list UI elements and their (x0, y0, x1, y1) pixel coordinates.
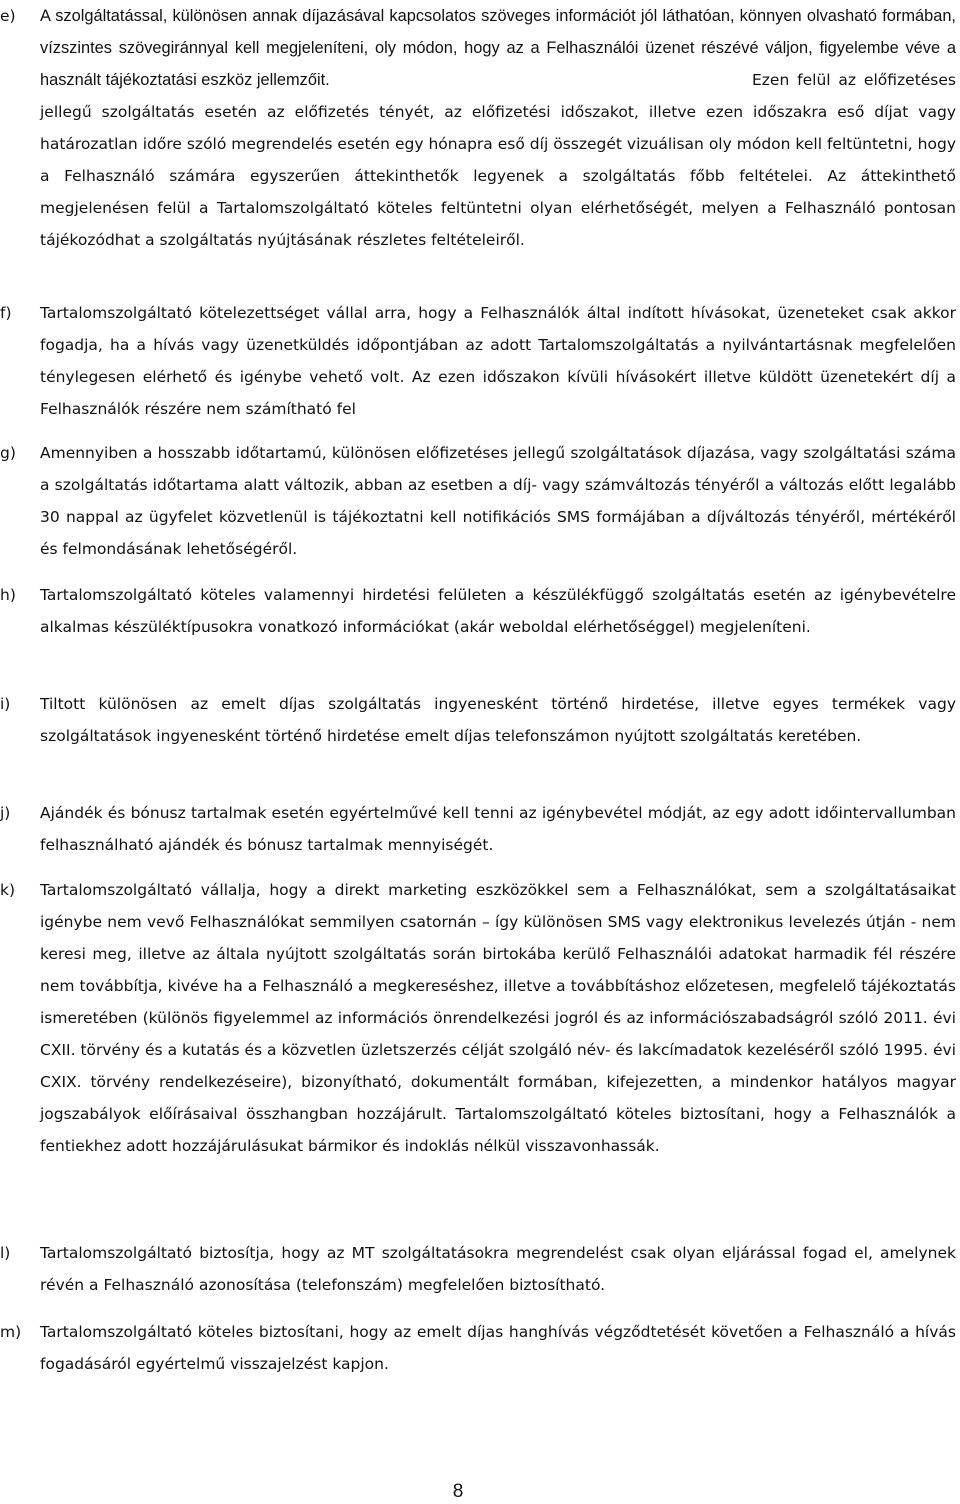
list-marker: k) (0, 881, 16, 899)
paragraph-text: Tartalomszolgáltató kötelezettséget vállal arra, hogy a Felhasználók által indított hívásokat, üzeneteket csak akkor fogadja, ha a hívás vagy üzenetküldés időpontjában az adott Tartalomszolgáltatás a nyilvántartásnak megfelelően ténylegesen elérhető és igénybe vehető volt. Az ezen időszakon kívüli hívásokért illetve küldött üzenetekért díj a Felhasználók részére nem számítható fel (40, 304, 956, 418)
list-marker: g) (0, 444, 16, 462)
paragraph-text: Tartalomszolgáltató biztosítja, hogy az MT szolgáltatásokra megrendelést csak olyan eljárással fogad el, amelynek révén a Felhasználó azonosítása (telefonszám) megfelelően biztosítható. (40, 1244, 956, 1294)
paragraph-text (40, 64, 956, 256)
page-number: 8 (452, 1481, 464, 1502)
paragraph-intro: A szolgáltatással, különösen annak díjazásával kapcsolatos szöveges információt jól láthatóan, könnyen olvasható formában, vízszintes szövegiránnyal kell megjeleníteni, oly módon, hogy az a Felhasználói üzenet részévé váljon, figyelembe véve a használt tájékoztatási eszköz jellemzőit. (40, 7, 956, 89)
paragraph-text: Ajándék és bónusz tartalmak esetén egyértelművé kell tenni az igénybevétel módját, az egy adott időintervallumban felhasználható ajándék és bónusz tartalmak mennyiségét. (40, 804, 956, 854)
paragraph-text: Tartalomszolgáltató köteles biztosítani, hogy az emelt díjas hanghívás végződtetését követően a Felhasználó a hívás fogadásáról egyértelmű visszajelzést kapjon. (40, 1323, 956, 1373)
paragraph-text: Tartalomszolgáltató vállalja, hogy a direkt marketing eszközökkel sem a Felhasználókat, sem a szolgáltatásaikat igénybe nem vevő Felhasználókat semmilyen csatornán – így különösen SMS vagy elektronikus levelezés útján - nem keresi meg, illetve az általa nyújtott szolgáltatás során birtokába kerülő Felhasználói adatokat harmadik fél részére nem továbbítja, kivéve ha a Felhasználó a megkereséshez, illetve a továbbításhoz előzetesen, megfelelő tájékoztatás ismeretében (különös figyelemmel az információs önrendelkezési jogról és az információszabadságról szóló 2011. évi CXII. törvény és a kutatás és a közvetlen üzletszerzés célját szolgáló név- és lakcímadatok kezeléséről szóló 1995. évi CXIX. törvény rendelkezéseire), bizonyítható, dokumentált formában, kifejezetten, a mindenkor hatályos magyar jogszabályok előírásaival összhangban hozzájárult. Tartalomszolgáltató köteles biztosítani, hogy a Felhasználók a fentiekhez adott hozzájárulásukat bármikor és indoklás nélkül visszavonhassák. (40, 881, 956, 1155)
list-marker: i) (0, 695, 11, 713)
paragraph-text: Amennyiben a hosszabb időtartamú, különösen előfizetéses jellegű szolgáltatások díjazása, vagy szolgáltatási száma a szolgáltatás időtartama alatt változik, abban az esetben a díj- vagy számváltozás tényéről a változás előtt legalább 30 nappal az ügyfelet közvetlenül is tájékoztatni kell notifikációs SMS formájában a díjváltozás tényéről, mértékéről és felmondásának lehetőségéről. (40, 444, 956, 558)
paragraph-text: Tartalomszolgáltató köteles valamennyi hirdetési felületen a készülékfüggő szolgáltatás esetén az igénybevételre alkalmas készüléktípusokra vonatkozó információkat (akár weboldal elérhetőséggel) megjeleníteni. (40, 586, 956, 636)
paragraph-text: Tiltott különösen az emelt díjas szolgáltatás ingyenesként történő hirdetése, illetve egyes termékek vagy szolgáltatások ingyenesként történő hirdetése emelt díjas telefonszámon nyújtott szolgáltatás keretében. (40, 695, 956, 745)
paragraph-continuation: Ezen felül az előfizetéses jellegű szolgáltatás esetén az előfizetés tényét, az előfizetési időszakot, illetve ezen időszakra eső díjat vagy határozatlan időre szóló megrendelés esetén egy hónapra eső díj összegét vizuálisan oly módon kell feltüntetni, hogy a Felhasználó számára egyszerűen áttekinthetők legyenek a szolgáltatás főbb feltételei. Az áttekinthető megjelenésen felül a Tartalomszolgáltató köteles feltüntetni olyan elérhetőségét, melyen a Felhasználó pontosan tájékozódhat a szolgáltatás nyújtásának részletes feltételeiről. (40, 71, 956, 249)
list-marker: h) (0, 586, 16, 604)
list-marker: j) (0, 804, 11, 822)
list-marker: e) (0, 7, 16, 25)
list-marker: l) (0, 1244, 11, 1262)
list-marker: f) (0, 304, 12, 322)
list-marker: m) (0, 1323, 22, 1341)
